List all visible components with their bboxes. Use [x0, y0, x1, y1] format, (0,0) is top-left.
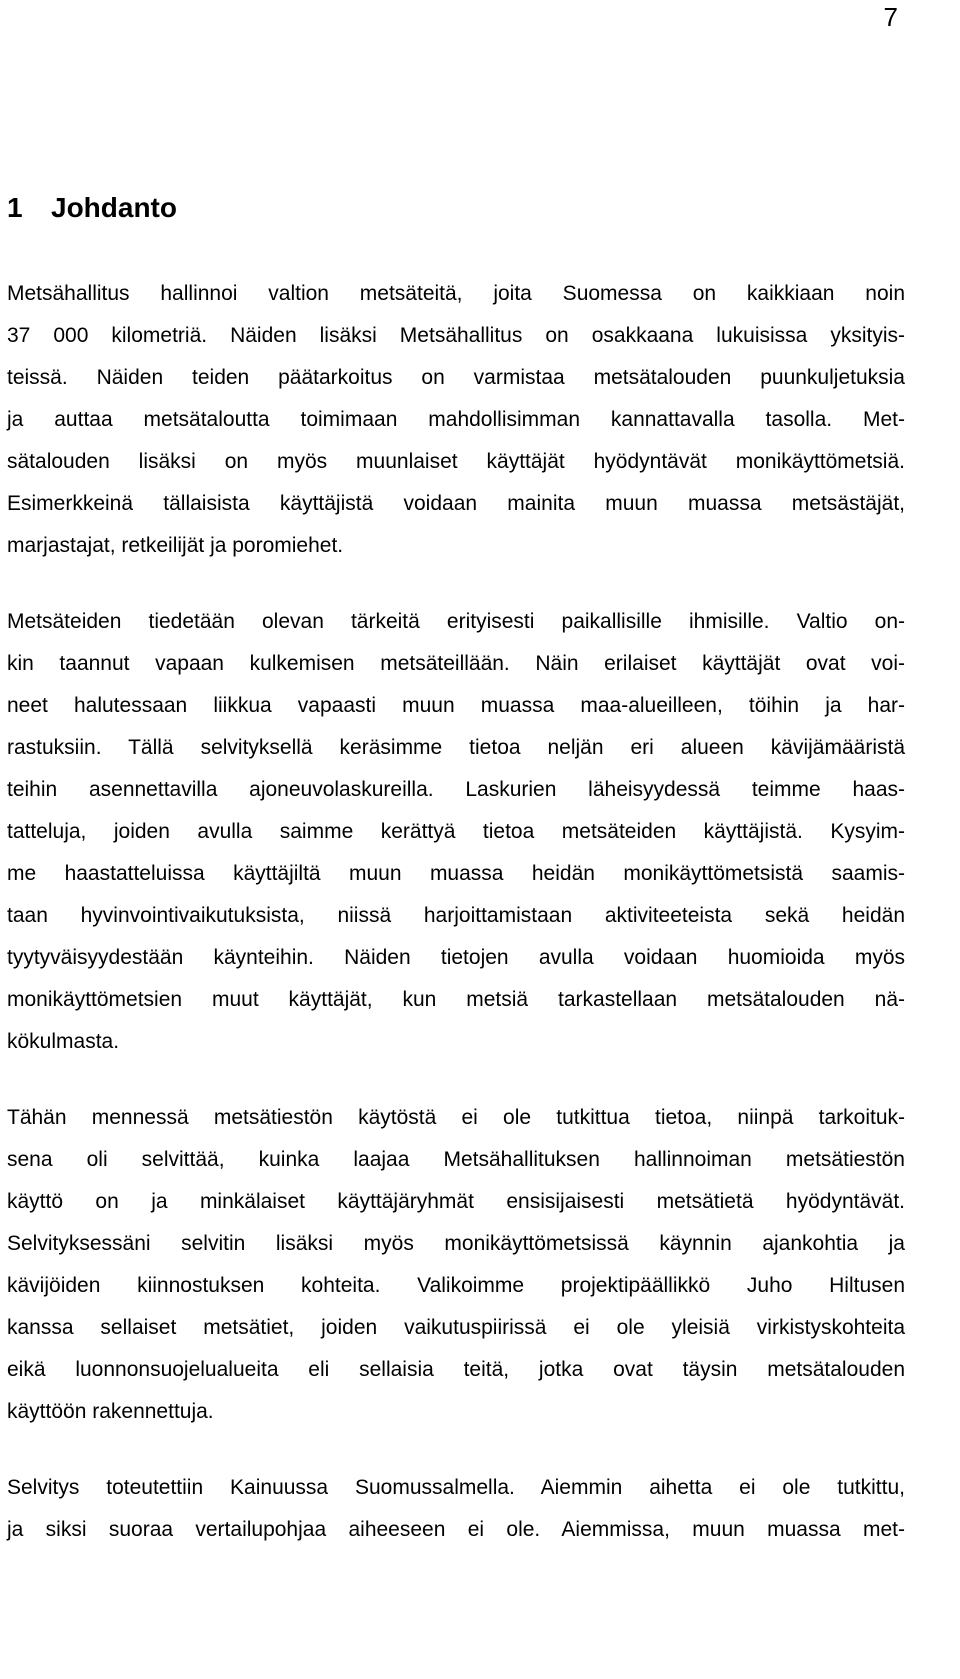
text-line: rastuksiin. Tällä selvityksellä keräsimme tietoa neljän eri alueen kävijämääristä — [7, 736, 905, 759]
text-line: teissä. Näiden teiden päätarkoitus on varmistaa metsätalouden puunkuljetuksia — [7, 366, 905, 389]
text-line: tyytyväisyydestään käynteihin. Näiden tietojen avulla voidaan huomioida myös — [7, 946, 905, 969]
text-line: Selvityksessäni selvitin lisäksi myös monikäyttömetsissä käynnin ajankohtia ja — [7, 1232, 905, 1255]
text-line: monikäyttömetsien muut käyttäjät, kun metsiä tarkastellaan metsätalouden nä- — [7, 988, 905, 1011]
section-title: Johdanto — [51, 192, 177, 223]
text-line: Tähän mennessä metsätiestön käytöstä ei ole tutkittua tietoa, niinpä tarkoituk- — [7, 1106, 905, 1129]
text-line: Metsähallitus hallinnoi valtion metsäteitä, joita Suomessa on kaikkiaan noin — [7, 282, 905, 305]
text-line: Metsäteiden tiedetään olevan tärkeitä erityisesti paikallisille ihmisille. Valtio on- — [7, 610, 905, 633]
text-line: ja siksi suoraa vertailupohjaa aiheeseen ei ole. Aiemmissa, muun muassa met- — [7, 1518, 905, 1541]
text-line: käyttöön rakennettuja. — [7, 1400, 214, 1423]
text-line: käyttö on ja minkälaiset käyttäjäryhmät ensisijaisesti metsätietä hyödyntävät. — [7, 1190, 905, 1213]
text-line: sena oli selvittää, kuinka laajaa Metsähallituksen hallinnoiman metsätiestön — [7, 1148, 905, 1171]
text-line: kanssa sellaiset metsätiet, joiden vaikutuspiirissä ei ole yleisiä virkistyskohteita — [7, 1316, 905, 1339]
text-line: 37 000 kilometriä. Näiden lisäksi Metsähallitus on osakkaana lukuisissa yksityis- — [7, 324, 905, 347]
text-line: ja auttaa metsätaloutta toimimaan mahdollisimman kannattavalla tasolla. Met- — [7, 408, 905, 431]
text-line: Esimerkkeinä tällaisista käyttäjistä voidaan mainita muun muassa metsästäjät, — [7, 492, 905, 515]
text-line: teihin asennettavilla ajoneuvolaskureilla. Laskurien läheisyydessä teimme haas- — [7, 778, 905, 801]
text-line: eikä luonnonsuojelualueita eli sellaisia teitä, jotka ovat täysin metsätalouden — [7, 1358, 905, 1381]
text-line: kin taannut vapaan kulkemisen metsäteillään. Näin erilaiset käyttäjät ovat voi- — [7, 652, 905, 675]
text-line: taan hyvinvointivaikutuksista, niissä harjoittamistaan aktiviteeteista sekä heidän — [7, 904, 905, 927]
section-number: 1 — [7, 192, 23, 223]
text-line: Selvitys toteutettiin Kainuussa Suomussalmella. Aiemmin aihetta ei ole tutkittu, — [7, 1476, 905, 1499]
text-line: kävijöiden kiinnostuksen kohteita. Valikoimme projektipäällikkö Juho Hiltusen — [7, 1274, 905, 1297]
text-line: tatteluja, joiden avulla saimme kerättyä tietoa metsäteiden käyttäjistä. Kysyim- — [7, 820, 905, 843]
text-line: sätalouden lisäksi on myös muunlaiset käyttäjät hyödyntävät monikäyttömetsiä. — [7, 450, 905, 473]
text-line: kökulmasta. — [7, 1030, 120, 1053]
text-line: marjastajat, retkeilijät ja poromiehet. — [7, 534, 344, 557]
page-number: 7 — [883, 2, 898, 32]
text-line: neet halutessaan liikkua vapaasti muun muassa maa-alueilleen, töihin ja har- — [7, 694, 905, 717]
text-line: me haastatteluissa käyttäjiltä muun muassa heidän monikäyttömetsistä saamis- — [7, 862, 905, 885]
section-heading — [7, 190, 177, 226]
